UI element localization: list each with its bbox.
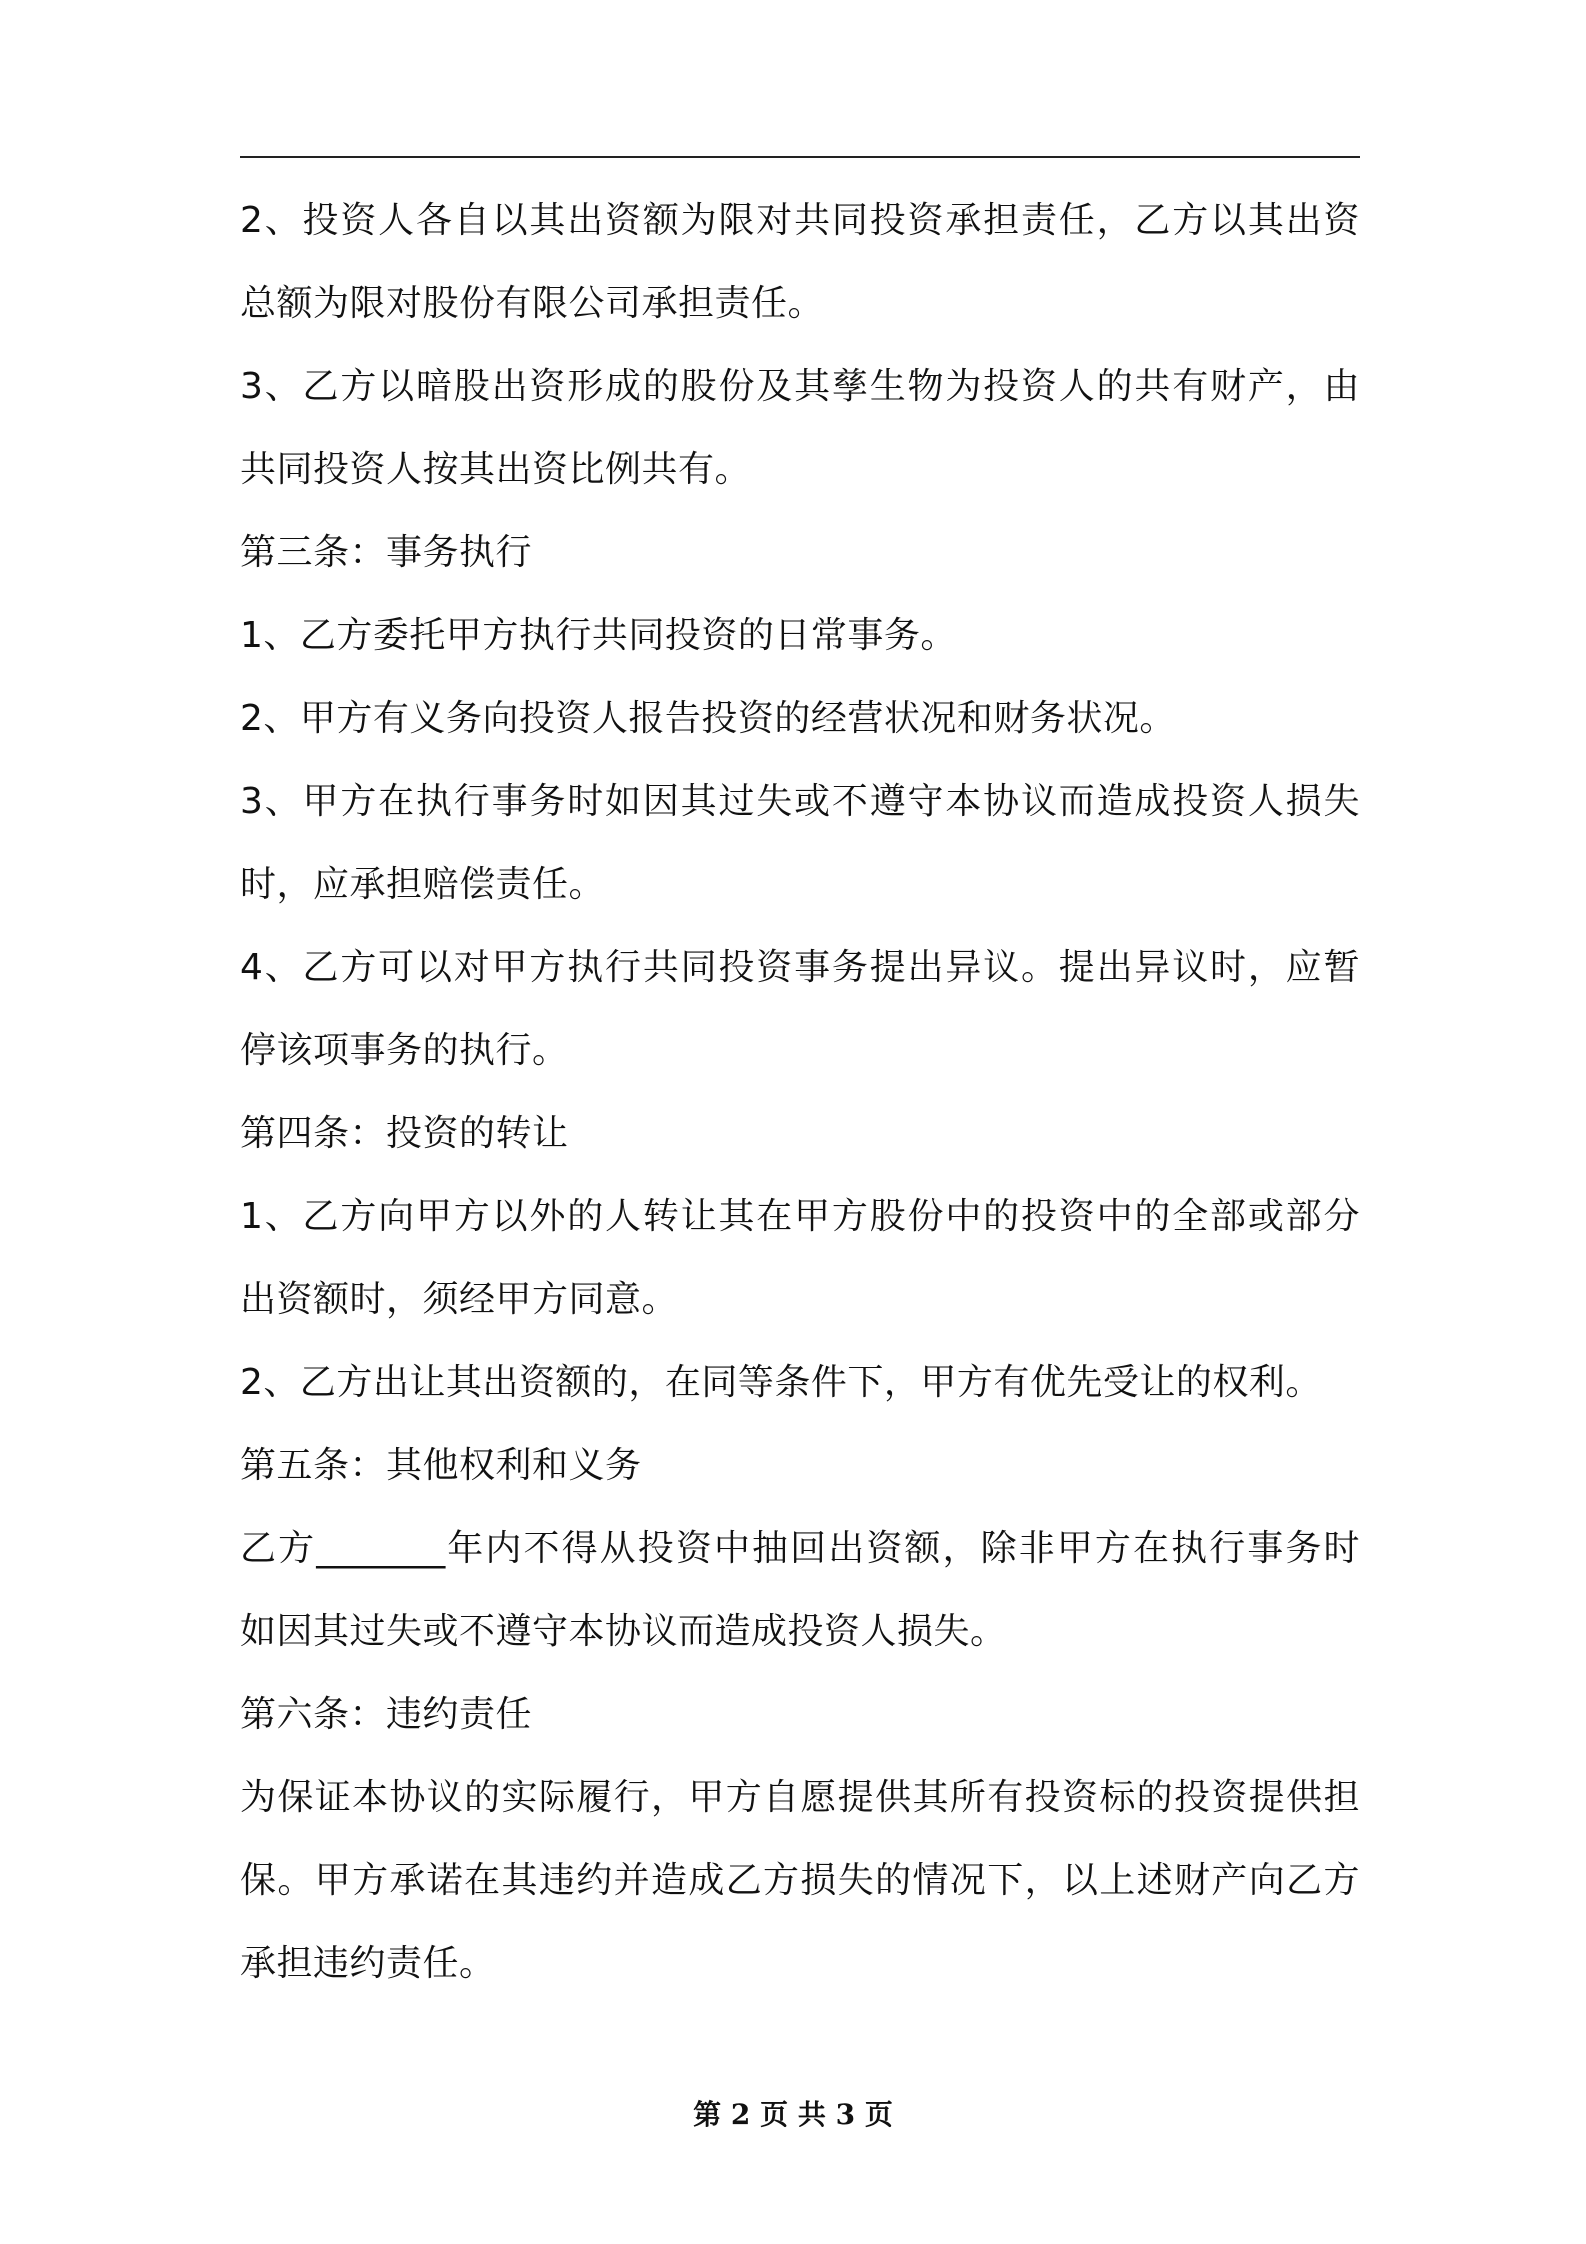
text-line: 共同投资人按其出资比例共有。 (240, 449, 752, 490)
page-number: 第 2 页 共 3 页 (693, 2098, 893, 2131)
text-line: 2、投资人各自以其出资额为限对共同投资承担责任，乙方以其出资 (240, 200, 1360, 241)
text-line: 时，应承担赔偿责任。 (240, 864, 606, 905)
text-line: 3、乙方以暗股出资形成的股份及其孳生物为投资人的共有财产，由 (240, 366, 1360, 407)
text-line: 保。甲方承诺在其违约并造成乙方损失的情况下，以上述财产向乙方 (240, 1860, 1360, 1901)
text-line: 1、乙方委托甲方执行共同投资的日常事务。 (240, 615, 957, 656)
text-line: 如因其过失或不遵守本协议而造成投资人损失。 (240, 1611, 1007, 1652)
section-heading: 第四条：投资的转让 (240, 1113, 569, 1154)
text-line: 乙方_______年内不得从投资中抽回出资额，除非甲方在执行事务时 (240, 1528, 1360, 1569)
text-line: 2、乙方出让其出资额的，在同等条件下，甲方有优先受让的权利。 (240, 1362, 1322, 1403)
text-line: 4、乙方可以对甲方执行共同投资事务提出异议。提出异议时，应暂 (240, 947, 1360, 988)
text-line: 总额为限对股份有限公司承担责任。 (240, 283, 825, 324)
header-divider (240, 156, 1360, 158)
section-heading: 第五条：其他权利和义务 (240, 1445, 642, 1486)
text-line: 1、乙方向甲方以外的人转让其在甲方股份中的投资中的全部或部分 (240, 1196, 1360, 1237)
text-line: 2、甲方有义务向投资人报告投资的经营状况和财务状况。 (240, 698, 1176, 739)
text-line: 承担违约责任。 (240, 1943, 496, 1984)
section-heading: 第六条：违约责任 (240, 1694, 533, 1735)
text-line: 3、甲方在执行事务时如因其过失或不遵守本协议而造成投资人损失 (240, 781, 1360, 822)
text-line: 停该项事务的执行。 (240, 1030, 569, 1071)
section-heading: 第三条：事务执行 (240, 532, 533, 573)
text-line: 出资额时，须经甲方同意。 (240, 1279, 679, 1320)
text-line: 为保证本协议的实际履行，甲方自愿提供其所有投资标的投资提供担 (240, 1777, 1360, 1818)
